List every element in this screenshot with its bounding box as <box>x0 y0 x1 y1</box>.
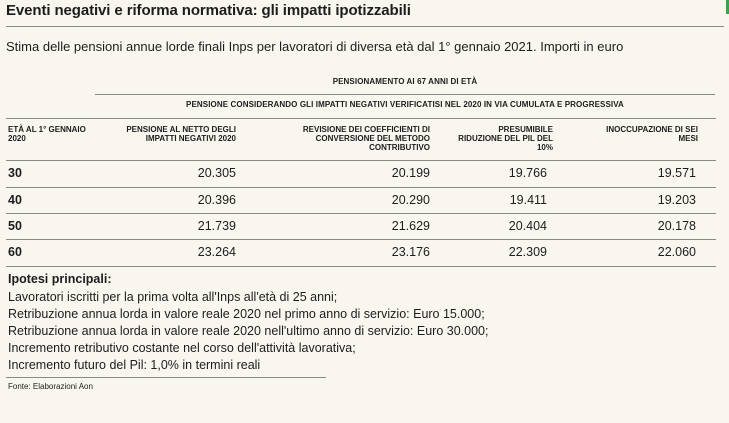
table-cell-age: 50 <box>8 219 22 233</box>
table-cell: 20.290 <box>391 193 430 207</box>
table-cell: 23.176 <box>391 245 430 259</box>
table-cell: 20.404 <box>508 219 547 233</box>
divider <box>6 160 716 161</box>
divider <box>6 187 716 188</box>
subtitle: Stima delle pensioni annue lorde finali Inps per lavoratori di diversa età dal 1° gennaio 2021. Importi in euro <box>6 39 624 54</box>
band-sub: PENSIONE CONSIDERANDO GLI IMPATTI NEGATIVI VERIFICATISI NEL 2020 IN VIA CUMULATA E PROGRESSIVA <box>186 100 624 109</box>
table-cell: 19.766 <box>508 166 547 180</box>
table-cell-age: 40 <box>8 193 22 207</box>
ipotesi-title: Ipotesi principali: <box>8 272 112 286</box>
ipotesi-item: Incremento futuro del Pil: 1,0% in termini reali <box>8 358 261 372</box>
table-cell: 22.060 <box>657 245 696 259</box>
table-cell: 22.309 <box>508 245 547 259</box>
table-cell: 20.199 <box>391 166 430 180</box>
table-cell: 19.203 <box>657 193 696 207</box>
table-cell: 19.571 <box>657 166 696 180</box>
ipotesi-item: Incremento retributivo costante nel corso dell'attività lavorativa; <box>8 341 356 355</box>
table-cell: 21.739 <box>197 219 236 233</box>
divider <box>6 118 716 119</box>
table-cell: 19.411 <box>509 193 547 207</box>
divider <box>6 213 716 214</box>
table-cell-age: 60 <box>8 245 22 259</box>
divider <box>6 266 716 267</box>
table-cell: 21.629 <box>391 219 430 233</box>
table-cell: 20.305 <box>197 166 236 180</box>
divider <box>95 94 715 95</box>
source-note: Fonte: Elaborazioni Aon <box>8 382 93 391</box>
col-header-age: ETÀ AL 1° GENNAIO 2020 <box>8 125 86 143</box>
table-cell: 20.396 <box>197 193 236 207</box>
headline: Eventi negativi e riforma normativa: gli impatti ipotizzabili <box>6 2 411 19</box>
divider <box>6 26 724 27</box>
col-header-inoccupazione: INOCCUPAZIONE DI SEI MESI <box>606 125 698 143</box>
band-top: PENSIONAMENTO AI 67 ANNI DI ETÀ <box>332 77 478 86</box>
table-cell-age: 30 <box>8 166 22 180</box>
ipotesi-item: Lavoratori iscritti per la prima volta all'Inps all'età di 25 anni; <box>8 290 338 304</box>
table-cell: 23.264 <box>197 245 236 259</box>
col-header-coefficients: REVISIONE DEI COEFFICIENTI DI CONVERSIONE DEL METODO CONTRIBUTIVO <box>302 125 430 152</box>
ipotesi-item: Retribuzione annua lorda in valore reale 2020 nell'ultimo anno di servizio: Euro 30.000; <box>8 324 489 338</box>
ipotesi-item: Retribuzione annua lorda in valore reale 2020 nel primo anno di servizio: Euro 15.000; <box>8 307 485 321</box>
divider <box>6 239 716 240</box>
table-cell: 20.178 <box>657 219 696 233</box>
col-header-net: PENSIONE AL NETTO DEGLI IMPATTI NEGATIVI 2020 <box>126 125 236 143</box>
divider <box>6 377 326 378</box>
col-header-pil: PRESUMIBILE RIDUZIONE DEL PIL DEL 10% <box>458 125 553 152</box>
